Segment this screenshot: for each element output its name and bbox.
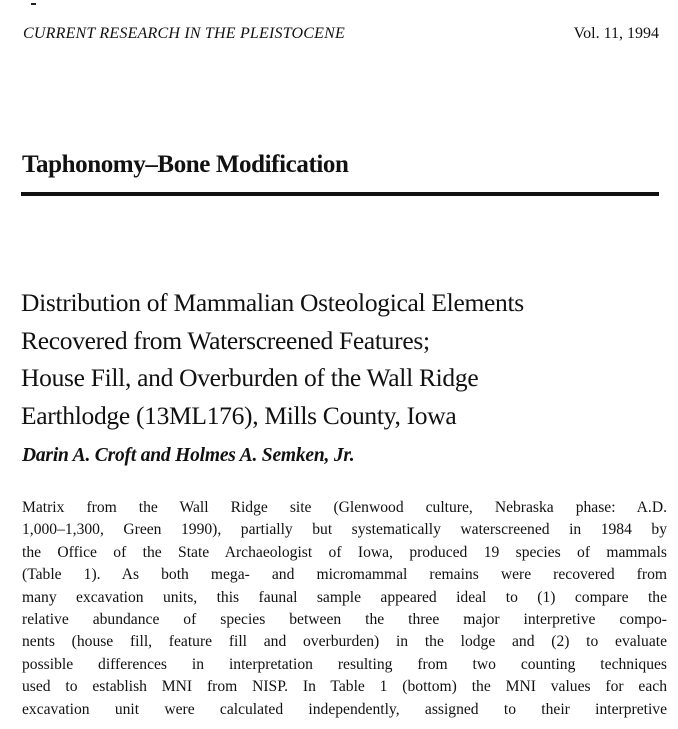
article-title xyxy=(21,284,661,434)
section-heading: Taphonomy–Bone Modification xyxy=(22,151,349,178)
print-speck xyxy=(31,3,36,5)
article-title-line: House Fill, and Overburden of the Wall Ridge xyxy=(21,363,479,392)
section-divider xyxy=(21,192,659,196)
body-line: Matrix from the Wall Ridge site (Glenwood culture, Nebraska phase: A.D. xyxy=(22,499,667,516)
body-line: the Office of the State Archaeologist of Iowa, produced 19 species of mammals xyxy=(22,543,667,561)
body-line: many excavation units, this faunal sample appeared ideal to (1) compare the xyxy=(22,588,667,606)
article-title-line: Distribution of Mammalian Osteological Elements xyxy=(21,288,524,317)
volume-year: Vol. 11, 1994 xyxy=(573,25,659,42)
body-line: relative abundance of species between the three major interpretive compo- xyxy=(22,611,667,629)
article-title-line: Recovered from Waterscreened Features; xyxy=(21,325,430,355)
body-line: possible differences in interpretation resulting from two counting techniques xyxy=(22,655,667,673)
journal-name: CURRENT RESEARCH IN THE PLEISTOCENE xyxy=(23,25,345,42)
body-line: nents (house fill, feature fill and overburden) in the lodge and (2) to evaluate xyxy=(22,633,667,651)
body-line: (Table 1). As both mega- and micromammal remains were recovered from xyxy=(22,566,667,584)
article-title-line: Earthlodge (13ML176), Mills County, Iowa xyxy=(21,400,457,430)
body-line: excavation unit were calculated independently, assigned to their interpretive xyxy=(22,700,667,718)
running-head xyxy=(23,25,659,47)
article-body xyxy=(22,497,667,721)
article-authors: Darin A. Croft and Holmes A. Semken, Jr. xyxy=(22,445,355,466)
body-line: used to establish MNI from NISP. In Table 1 (bottom) the MNI values for each xyxy=(22,678,667,696)
body-line: 1,000–1,300, Green 1990), partially but systematically waterscreened in 1984 by xyxy=(22,521,667,539)
